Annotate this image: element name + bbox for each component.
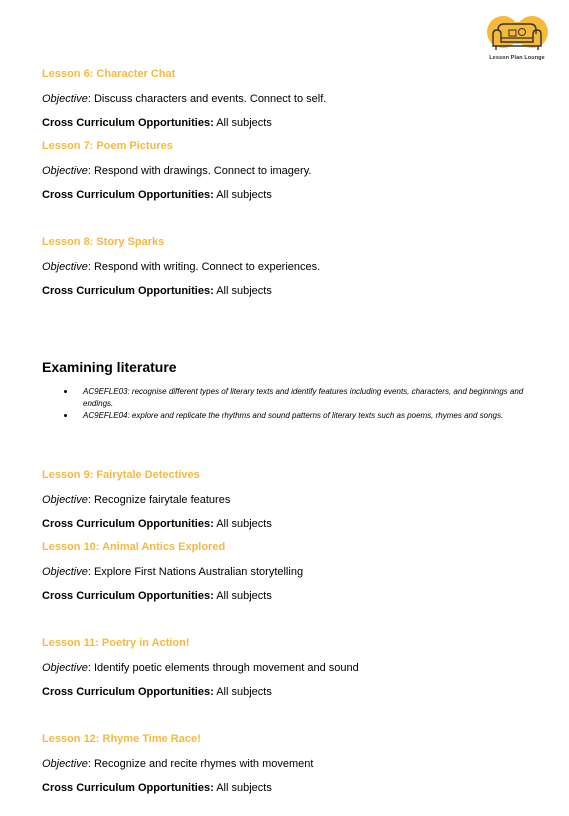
lesson-8-objective xyxy=(42,261,320,274)
cross-curriculum-value: All subjects xyxy=(213,590,272,602)
cross-curriculum-value: All subjects xyxy=(213,117,272,129)
objective-text: : Recognize fairytale features xyxy=(87,494,231,506)
lesson-9-objective xyxy=(42,494,230,507)
lesson-7-title: Lesson 7: Poem Pictures xyxy=(42,140,173,152)
lesson-7-cross-curriculum xyxy=(42,189,272,202)
lesson-6-title: Lesson 6: Character Chat xyxy=(42,68,176,80)
lesson-8-title: Lesson 8: Story Sparks xyxy=(42,236,165,248)
objective-label: Objective xyxy=(42,758,88,770)
lesson-12-cross-curriculum xyxy=(42,782,272,795)
objective-label: Objective xyxy=(42,93,88,105)
objective-label: Objective xyxy=(42,165,88,177)
objective-label: Objective xyxy=(42,261,88,273)
logo-text: Lesson Plan Lounge xyxy=(489,55,545,61)
lesson-11-objective xyxy=(42,662,359,675)
cross-curriculum-value: All subjects xyxy=(213,782,272,794)
objective-text: : Explore First Nations Australian storytelling xyxy=(87,566,304,578)
lesson-10-title: Lesson 10: Animal Antics Explored xyxy=(42,541,226,553)
cross-curriculum-label: Cross Curriculum Opportunities: xyxy=(42,686,214,698)
curriculum-bullet-list xyxy=(62,386,532,422)
objective-text: : Discuss characters and events. Connect to self. xyxy=(87,93,327,105)
cross-curriculum-label: Cross Curriculum Opportunities: xyxy=(42,782,214,794)
objective-text: : Recognize and recite rhymes with movement xyxy=(87,758,314,770)
list-item: AC9EFLE03: recognise different types of literary texts and identify features including events, characters, and beginnings and endings. xyxy=(62,386,532,410)
cross-curriculum-label: Cross Curriculum Opportunities: xyxy=(42,285,214,297)
lesson-10-objective xyxy=(42,566,303,579)
sofa-icon xyxy=(484,12,550,56)
cross-curriculum-label: Cross Curriculum Opportunities: xyxy=(42,518,214,530)
lesson-7-objective xyxy=(42,165,311,178)
lesson-9-cross-curriculum xyxy=(42,518,272,531)
lesson-12-title: Lesson 12: Rhyme Time Race! xyxy=(42,733,201,745)
lesson-11-title: Lesson 11: Poetry in Action! xyxy=(42,637,190,649)
cross-curriculum-value: All subjects xyxy=(213,686,272,698)
cross-curriculum-label: Cross Curriculum Opportunities: xyxy=(42,590,214,602)
cross-curriculum-value: All subjects xyxy=(213,189,272,201)
cross-curriculum-value: All subjects xyxy=(213,285,272,297)
lesson-10-cross-curriculum xyxy=(42,590,272,603)
lesson-6-objective xyxy=(42,93,326,106)
cross-curriculum-value: All subjects xyxy=(213,518,272,530)
section-heading: Examining literature xyxy=(42,359,177,375)
lesson-plan-lounge-logo xyxy=(484,12,550,66)
objective-text: : Respond with drawings. Connect to imagery. xyxy=(87,165,312,177)
objective-text: : Identify poetic elements through movement and sound xyxy=(87,662,359,674)
lesson-8-cross-curriculum xyxy=(42,285,272,298)
lesson-11-cross-curriculum xyxy=(42,686,272,699)
objective-label: Objective xyxy=(42,566,88,578)
objective-text: : Respond with writing. Connect to experiences. xyxy=(87,261,321,273)
objective-label: Objective xyxy=(42,494,88,506)
cross-curriculum-label: Cross Curriculum Opportunities: xyxy=(42,189,214,201)
list-item: AC9EFLE04: explore and replicate the rhythms and sound patterns of literary texts such as poems, rhymes and songs. xyxy=(62,410,532,422)
cross-curriculum-label: Cross Curriculum Opportunities: xyxy=(42,117,214,129)
objective-label: Objective xyxy=(42,662,88,674)
lesson-9-title: Lesson 9: Fairytale Detectives xyxy=(42,469,200,481)
lesson-12-objective xyxy=(42,758,313,771)
lesson-6-cross-curriculum xyxy=(42,117,272,130)
